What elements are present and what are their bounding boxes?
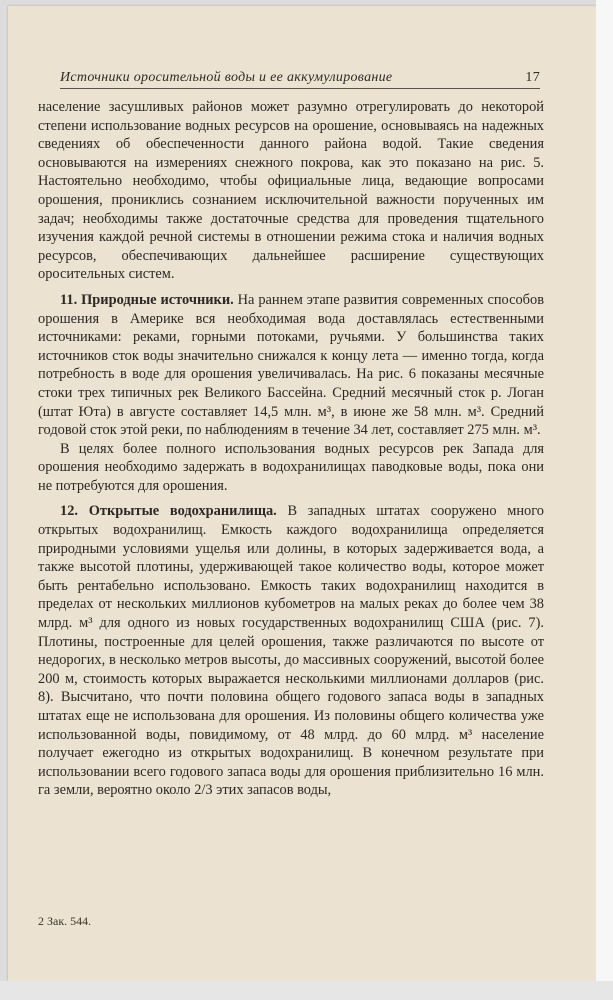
- scan-right-margin: [596, 0, 613, 1000]
- paragraph-reservoirs-note: В целях более полного использования водных ресурсов рек Запада для орошения необходимо задержать в водохранилищах паводковые воды, пока они не потребуются для орошения.: [38, 440, 544, 494]
- paragraph-intro: население засушливых районов может разумно отрегулировать до некоторой степени использование водных ресурсов на орошение, основываясь на надежных сведениях об обеспеченности данного района водой. Такие сведения основываются на измерениях снежного покрова, как это показано на рис. 5. Настоятельно необходимо, чтобы официальные лица, ведающие вопросами орошения, прониклись сознанием исключительной важности порученных им задач; необходимы также достаточные средства для проведения тщательного изучения каждой речной системы в отношении режима стока и наличия водных ресурсов, обеспечивающих дальнейшее расширение существующих оросительных систем.: [38, 99, 544, 283]
- running-head: [60, 70, 540, 89]
- section-12-text: В западных штатах сооружено много открытых водохранилищ. Емкость каждого водохранилища определяется природными условиями ущелья или долины, в которых задерживается вода, а также высотой плотины, удерживающей такое количество воды, которое может быть рентабельно использовано. Емкость таких водохранилищ находится в пределах от нескольких миллионов кубометров на малых реках до более чем 38 млрд. м³ для одного из новых государственных водохранилищ США (рис. 7). Плотины, построенные для целей орошения, также различаются по высоте от недорогих, в несколько метров высоты, до массивных сооружений, высотой более 200 м, стоимость которых выражается несколькими миллионами долларов (рис. 8). Высчитано, что почти половина общего годового запаса воды в западных штатах еще не использована для орошения. Из половины общего количества уже использованной воды, повидимому, от 48 млрд. до 60 млрд. м³ население получает ежегодно из открытых водохранилищ. В конечном результате при использовании всего годового запаса воды для орошения приблизительно 16 млн. га земли, вероятно около 2/3 этих запасов воды,: [38, 503, 544, 799]
- book-page: [8, 6, 596, 981]
- page-body: [38, 98, 544, 800]
- section-11-text: На раннем этапе развития современных способов орошения в Америке вся необходимая вода доставлялась естественными источниками: реками, горными потоками, ручьями. У большинства таких источников сток воды значительно снижался к концу лета — именно тогда, когда потребность в воде для орошения увеличивалась. На рис. 6 показаны месячные стоки трех типичных рек Великого Бассейна. Средний месячный сток р. Логан (штат Юта) в августе составляет 14,5 млн. м³, в июне же 58 млн. м³. Средний годовой сток этой реки, по наблюдениям в течение 34 лет, составляет 275 млн. м³.: [38, 291, 544, 439]
- section-11-heading: 11. Природные источники.: [60, 291, 234, 308]
- page-number: 17: [525, 70, 540, 85]
- section-12: [38, 502, 544, 800]
- signature-mark: 2 Зак. 544.: [38, 914, 92, 928]
- running-head-title: Источники оросительной воды и ее аккумулирование: [60, 70, 393, 85]
- section-11: [38, 291, 544, 440]
- scan-bottom-margin: [0, 981, 613, 1000]
- section-12-heading: 12. Открытые водохранилища.: [60, 503, 277, 520]
